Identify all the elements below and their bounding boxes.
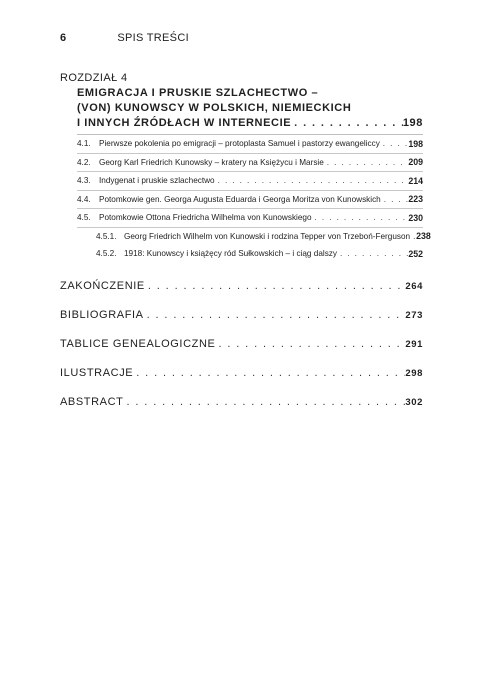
chapter-label: ROZDZIAŁ 4 — [60, 72, 128, 84]
chapter-title-line: (VON) KUNOWSCY W POLSKICH, NIEMIECKICH — [77, 102, 352, 114]
section-title: Pierwsze pokolenia po emigracji – protoplasta Samuel i pastorzy ewangeliccy — [99, 139, 380, 148]
entry-title: BIBLIOGRAFIA — [60, 308, 144, 321]
toc-subsection-4-5-2[interactable] — [96, 245, 423, 263]
dot-leader — [381, 195, 409, 204]
entry-page: 298 — [405, 367, 423, 379]
section-page: 209 — [408, 157, 423, 167]
dot-leader — [145, 280, 406, 292]
toc-entry-ilustracje[interactable] — [60, 367, 423, 379]
dot-leader — [312, 213, 409, 222]
entry-page: 302 — [405, 396, 423, 408]
entry-title: ABSTRACT — [60, 395, 124, 408]
subsection-page: 238 — [416, 231, 431, 241]
section-page: 223 — [408, 194, 423, 204]
section-title: Potomkowie Ottona Friedricha Wilhelma von Kunowskiego — [99, 213, 312, 222]
chapter-title[interactable] — [77, 86, 423, 131]
section-number: 4.1. — [77, 139, 91, 148]
toc-entry-abstract[interactable] — [60, 396, 423, 408]
entry-page: 264 — [405, 280, 423, 292]
dot-leader — [337, 249, 408, 258]
section-page: 198 — [408, 138, 423, 149]
running-head — [60, 32, 189, 44]
section-number: 4.3. — [77, 176, 91, 185]
entry-page: 273 — [405, 309, 423, 321]
entry-title: ILUSTRACJE — [60, 366, 134, 379]
subsection-number: 4.5.1. — [96, 231, 117, 241]
dot-leader — [133, 367, 405, 379]
toc-entry-bibliografia[interactable] — [60, 309, 423, 321]
section-number: 4.5. — [77, 213, 91, 222]
dot-leader — [291, 116, 403, 131]
toc-section-4-1[interactable] — [77, 135, 423, 154]
dot-leader — [380, 139, 409, 148]
page-number: 6 — [60, 32, 67, 44]
chapter-title-line: EMIGRACJA I PRUSKIE SZLACHECTWO – — [77, 87, 319, 99]
dot-leader — [324, 158, 409, 167]
section-number: 4.2. — [77, 157, 91, 167]
toc-subsection-4-5-1[interactable] — [96, 228, 431, 246]
dot-leader — [144, 309, 406, 321]
section-number: 4.4. — [77, 194, 91, 204]
toc-section-4-5[interactable] — [77, 209, 423, 228]
chapter-page: 198 — [402, 117, 423, 129]
subsection-number: 4.5.2. — [96, 249, 117, 258]
toc-section-4-4[interactable] — [77, 191, 423, 210]
subsection-page: 252 — [408, 248, 423, 259]
entry-title: TABLICE GENEALOGICZNE — [60, 337, 216, 350]
running-title: SPIS TREŚCI — [117, 32, 189, 44]
subsection-title: Georg Friedrich Wilhelm von Kunowski i rodzina Tepper von Trzeboń-Ferguson — [124, 231, 411, 241]
toc-section-4-2[interactable] — [77, 154, 423, 173]
back-matter — [60, 280, 423, 408]
dot-leader — [215, 338, 405, 350]
toc-entry-zakonczenie[interactable] — [60, 280, 423, 292]
section-title: Potomkowie gen. Georga Augusta Eduarda i Georga Moritza von Kunowskich — [99, 194, 381, 204]
subsection-title: 1918: Kunowscy i książęcy ród Sułkowskich – i ciąg dalszy — [124, 249, 337, 258]
section-title: Georg Karl Friedrich Kunowsky – kratery na Księżycu i Marsie — [99, 157, 324, 167]
entry-page: 291 — [405, 338, 423, 350]
section-title: Indygenat i pruskie szlachectwo — [99, 176, 215, 185]
table-of-contents — [60, 72, 431, 408]
dot-leader — [215, 176, 409, 185]
toc-entry-tablice-genealogiczne[interactable] — [60, 338, 423, 350]
section-page: 214 — [408, 175, 423, 186]
entry-title: ZAKOŃCZENIE — [60, 279, 145, 292]
dot-leader — [123, 396, 405, 408]
toc-section-4-3[interactable] — [77, 172, 423, 191]
section-page: 230 — [408, 212, 423, 223]
chapter-title-line: I INNYCH ŹRÓDŁACH W INTERNECIE — [77, 117, 292, 129]
